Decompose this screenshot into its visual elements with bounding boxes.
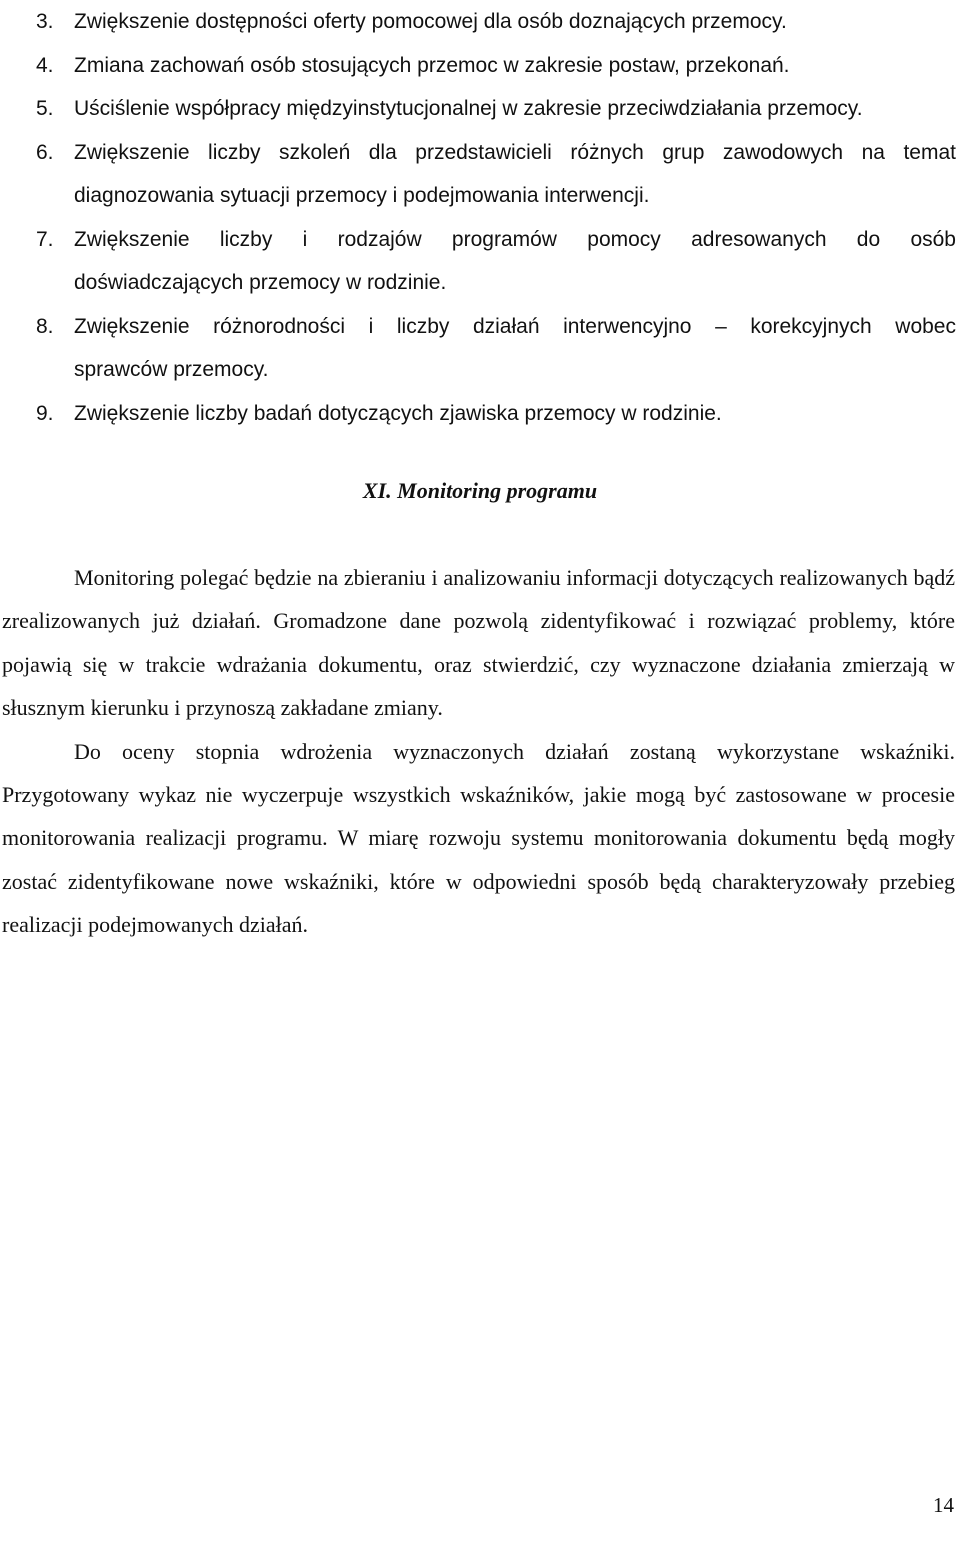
list-item <box>36 131 956 218</box>
list-item <box>36 305 956 392</box>
list-item-text-line-2: sprawców przemocy. <box>74 358 269 381</box>
paragraph: Monitoring polegać będzie na zbieraniu i analizowaniu informacji dotyczących realizowanych bądź zrealizowanych już działań. Gromadzone dane pozwolą zidentyfikować i rozwiązać problemy, które pojawią się w trakcie wdrażania dokumentu, oraz stwierdzić, czy wyznaczone działania zmierzają w słusznym kierunku i przynoszą zakładane zmiany. <box>2 565 955 721</box>
list-item-text: Zwiększenie dostępności oferty pomocowej dla osób doznających przemocy. <box>74 10 787 33</box>
list-item-text-line-1: Zwiększenie różnorodności i liczby działań interwencyjno – korekcyjnych wobec <box>74 314 956 338</box>
list-item <box>36 392 956 436</box>
list-item <box>36 0 956 44</box>
list-item-text: Zmiana zachowań osób stosujących przemoc w zakresie postaw, przekonań. <box>74 53 790 77</box>
list-item-text: Zwiększenie liczby badań dotyczących zjawiska przemocy w rodzinie. <box>74 401 722 425</box>
list-item-text-line-1: Zwiększenie liczby szkoleń dla przedstawicieli różnych grup zawodowych na temat <box>74 140 956 164</box>
list-item-number: 9. <box>36 401 54 425</box>
list-item-text-line-1: Zwiększenie liczby i rodzajów programów pomocy adresowanych do osób <box>74 227 956 251</box>
paragraph: Do oceny stopnia wdrożenia wyznaczonych działań zostaną wykorzystane wskaźniki. Przygotowany wykaz nie wyczerpuje wszystkich wskaźników, jakie mogą być zastosowane w procesie monitorowania realizacji programu. W miarę rozwoju systemu monitorowania dokumentu będą mogły zostać zidentyfikowane nowe wskaźniki, które w odpowiedni sposób będą charakteryzowały przebieg realizacji podejmowanych działań. <box>2 738 955 938</box>
list-item-text-line-2: diagnozowania sytuacji przemocy i podejmowania interwencji. <box>74 184 650 207</box>
list-item-number: 5. <box>36 97 54 120</box>
list-item-number: 8. <box>36 314 54 338</box>
list-item-number: 7. <box>36 227 54 251</box>
list-item-text-line-2: doświadczających przemocy w rodzinie. <box>74 271 447 294</box>
list-item <box>36 218 956 305</box>
list-item-number: 6. <box>36 140 54 164</box>
list-item-text: Uściślenie współpracy międzyinstytucjonalnej w zakresie przeciwdziałania przemocy. <box>74 97 863 120</box>
list-item-number: 4. <box>36 53 54 77</box>
list-item <box>36 87 956 131</box>
section-body <box>2 556 955 947</box>
page-number: 14 <box>933 1493 954 1517</box>
section-heading: XI. Monitoring programu <box>362 478 598 503</box>
list-item <box>36 44 956 88</box>
list-item-number: 3. <box>36 10 54 33</box>
goals-list <box>36 0 956 435</box>
